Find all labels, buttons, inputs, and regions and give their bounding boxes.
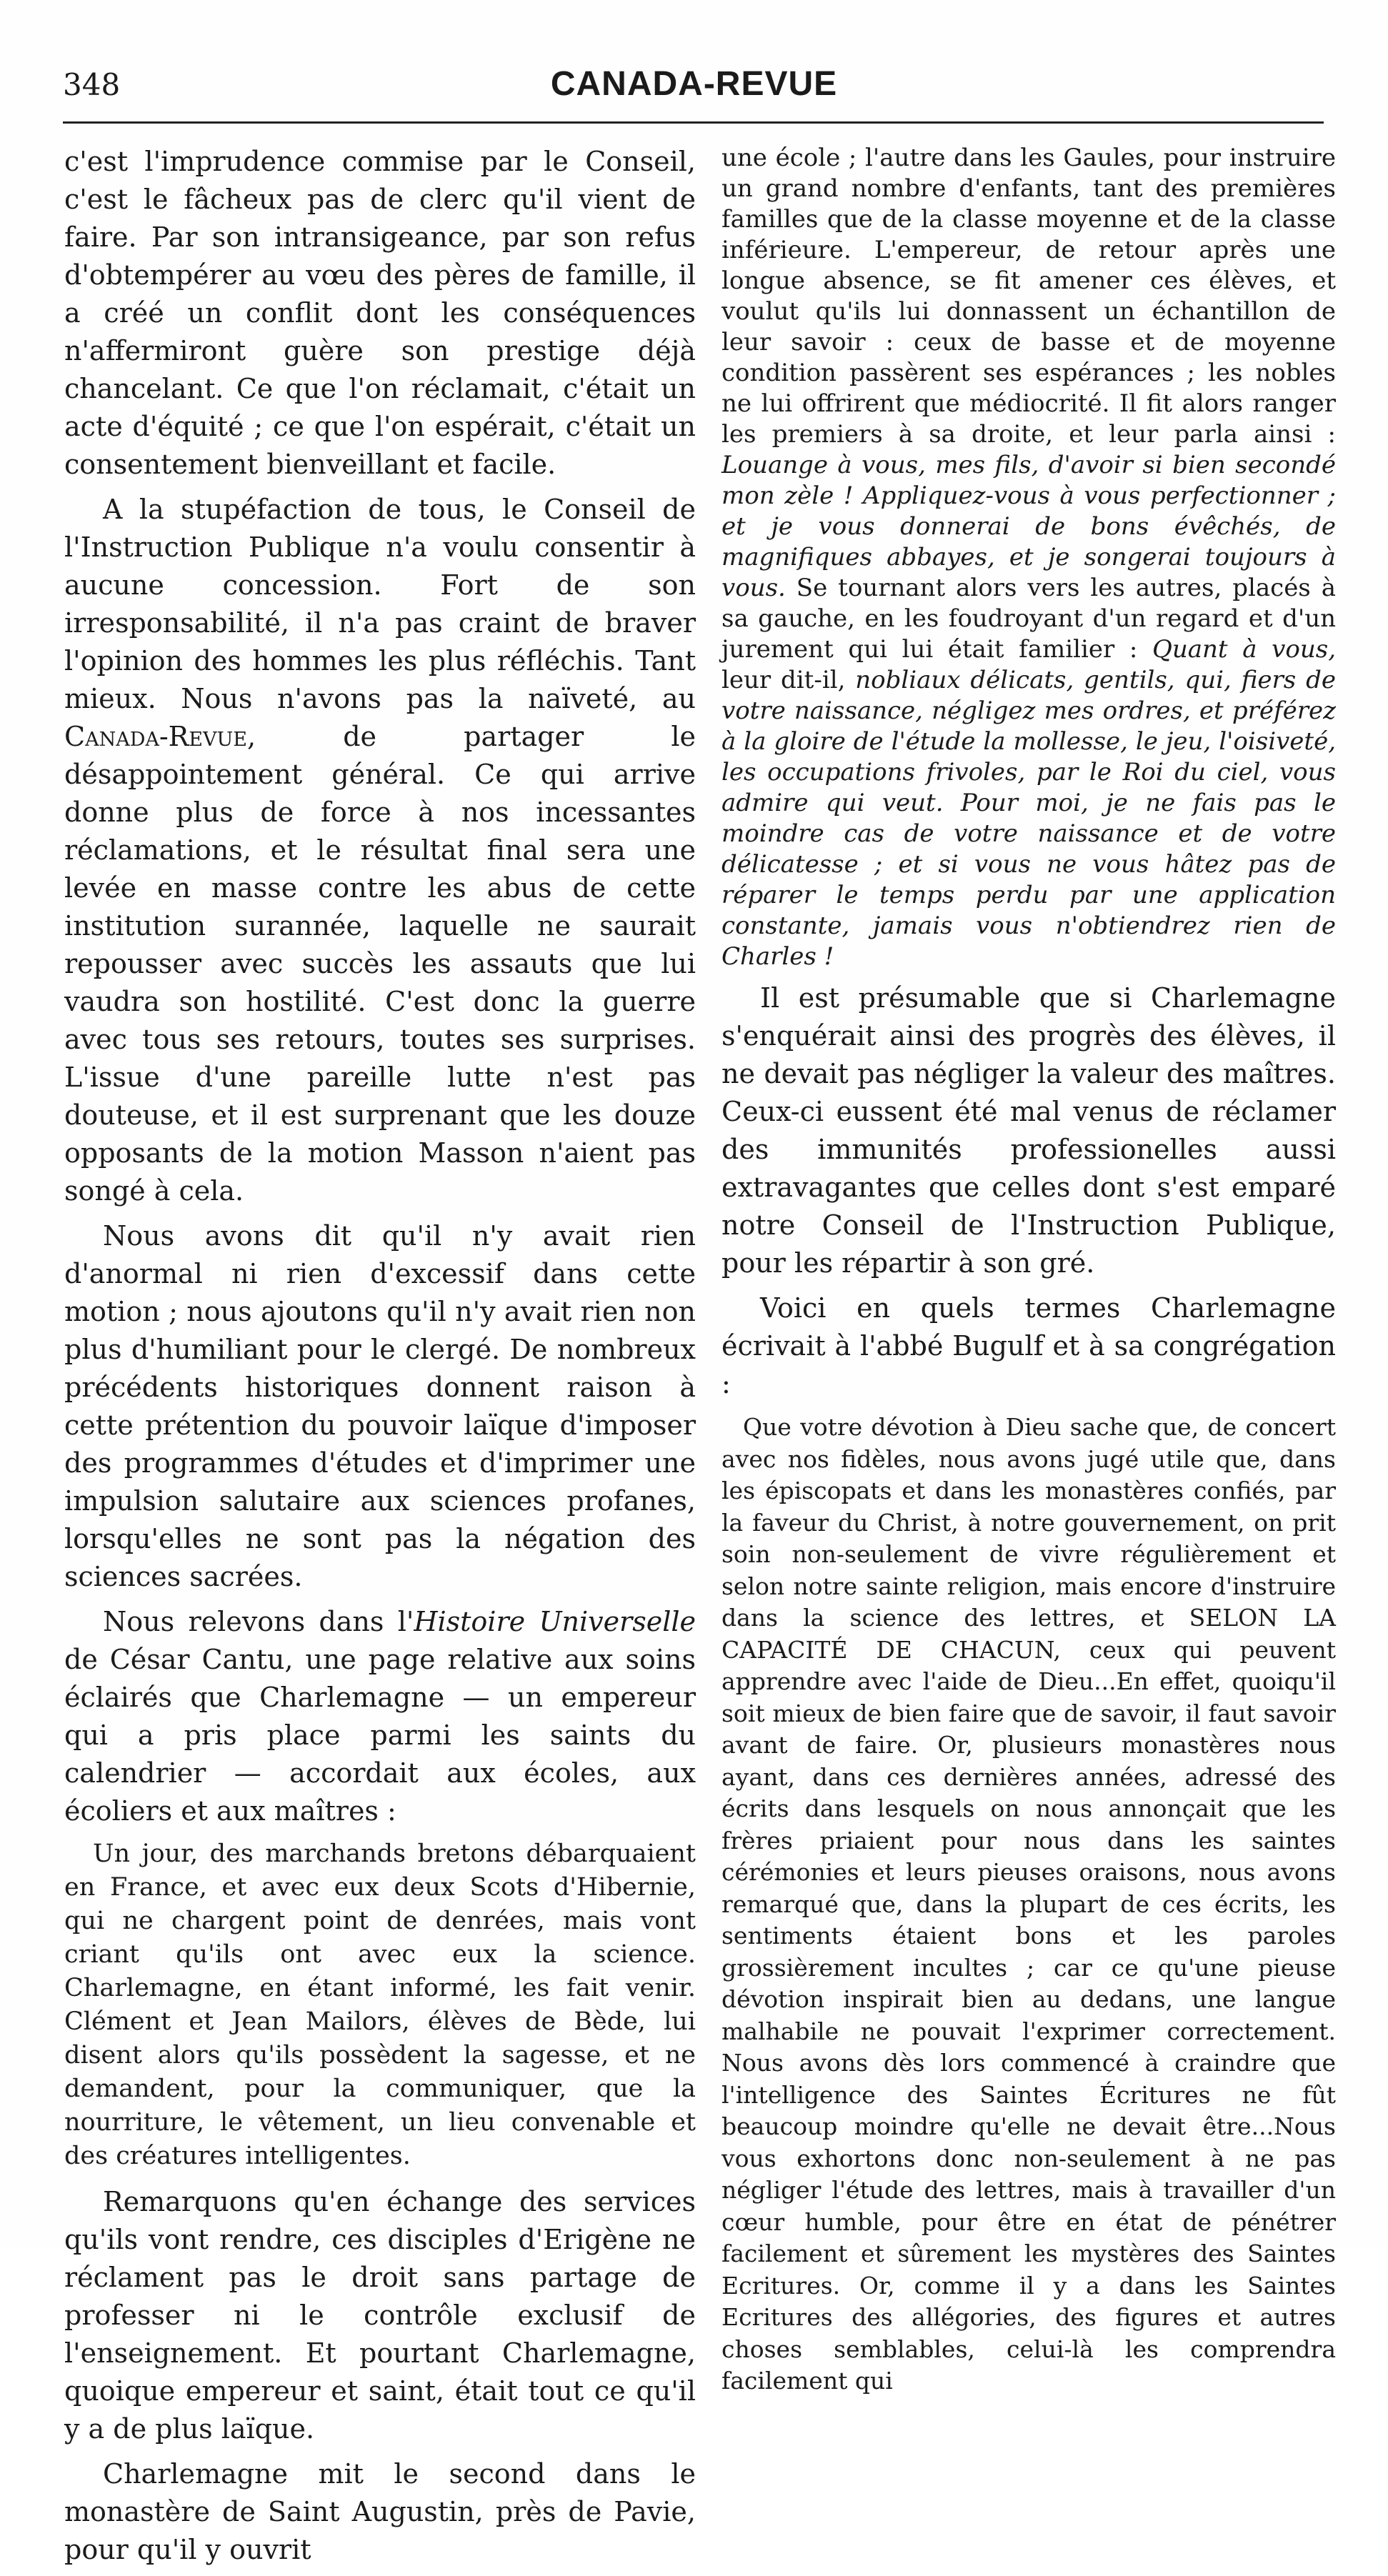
paragraph-3: Nous avons dit qu'il n'y avait rien d'anormal ni rien d'excessif dans cette motion ; nous ajoutons qu'il n'y avait rien non plus d'humiliant pour le clergé. De nombreux précédents historiques donnent raison à cette prétention du pouvoir laïque d'imposer des programmes d'études et d'imprimer une impulsion salutaire aux sciences profanes, lorsqu'elles ne sont pas la négation des sciences sacrées. xyxy=(64,1220,696,1592)
quotation-2-italic-3: nobliaux délicats, gentils, qui, fiers de votre naissance, négligez mes ordres, et préférez à la gloire de l'étude la mollesse, le jeu, l'oisiveté, les occupations frivoles, par le Roi du ciel, vous admire qui veut. Pour moi, je ne fais pas le moindre cas de votre naissance et de votre délicatesse ; et si vous ne vous hâtez pas de réparer le temps perdu par une application constante, jamais vous n'obtiendrez rien de Charles ! xyxy=(722,666,1336,971)
journal-name: Canada-Revue xyxy=(64,721,247,752)
paragraph-6: Charlemagne mit le second dans le monastère de Saint Augustin, près de Pavie, pour qu'il y ouvrit xyxy=(64,2458,696,2565)
running-head: CANADA-REVUE xyxy=(550,65,838,103)
quotation-3 xyxy=(722,1412,1336,2397)
quotation-2-italic-2: Quant à vous, xyxy=(1152,635,1336,664)
book-title: Histoire Universelle xyxy=(414,1606,697,1637)
page-number: 348 xyxy=(63,67,121,102)
quotation-1: Un jour, des marchands bretons débarquaient en France, et avec eux deux Scots d'Hibernie, qui ne chargent point de denrées, mais vont criant qu'ils ont avec eux la science. Charlemagne, en étant informé, les fait venir. Clément et Jean Mailors, élèves de Bède, lui disent alors qu'ils possèdent la sagesse, et ne demandent, pour la communiquer, que la nourriture, le vêtement, un lieu convenable et des créatures intelligentes. xyxy=(64,1839,696,2170)
quotation-2-text-b: Se tournant alors vers les autres, placés à sa gauche, en les foudroyant d'un regard et d'un jurement qui lui était familier : xyxy=(722,574,1336,664)
paragraph-1: c'est l'imprudence commise par le Conseil, c'est le fâcheux pas de clerc qu'il vient de faire. Par son intransigeance, par son refus d'obtempérer au vœu des pères de famille, il a créé un conflit dont les conséquences n'affermiront guère son prestige déjà chancelant. Ce que l'on réclamait, c'était un acte d'équité ; ce que l'on espérait, c'était un consentement bienveillant et facile. xyxy=(64,146,696,480)
paragraph-5: Remarquons qu'en échange des services qu'ils vont rendre, ces disciples d'Erigène ne réclament pas le droit sans partage de professer ni le contrôle exclusif de l'enseignement. Et pourtant Charlemagne, quoique empereur et saint, était tout ce qu'il y a de plus laïque. xyxy=(64,2186,696,2445)
quotation-3-text-b: , ceux qui peuvent apprendre avec l'aide de Dieu...En effet, quoiqu'il soit mieux de bien faire que de savoir, il faut savoir avant de faire. Or, plusieurs monastères nous ayant, dans ces dernières années, adressé des écrits dans lesquels on nous annonçait que les frères priaient pour nous dans les saintes cérémonies et leurs pieuses oraisons, nous avons remarqué que, dans la plupart de ces écrits, les sentiments étaient bons et les paroles grossièrement incultes ; car ce qu'une pieuse dévotion inspirait bien au dedans, une langue malhabile ne pouvait l'exprimer correctement. Nous avons dès lors commencé à craindre que l'intelligence des Saintes Écritures ne fût beaucoup moindre qu'elle ne devait être...Nous vous exhortons donc non-seulement à ne pas négliger l'étude des lettres, mais à travailler d'un cœur humble, pour être en état de pénétrer facilement et sûrement les mystères des Saintes Ecritures. Or, comme il y a dans les Saintes Ecritures des allégories, des figures et autres choses semblables, celui-là les comprendra facilement qui xyxy=(722,1635,1336,2395)
paragraph-7: Il est présumable que si Charlemagne s'enquérait ainsi des progrès des élèves, il ne devait pas négliger la valeur des maîtres. Ceux-ci eussent été mal venus de réclamer des immunités professionelles aussi extravagantes que celles dont s'est emparé notre Conseil de l'Instruction Publique, pour les répartir à son gré. xyxy=(722,982,1336,1279)
quotation-3-text-a: Que votre dévotion à Dieu sache que, de concert avec nos fidèles, nous avons jugé utile que, dans les épiscopats et dans les monastères confiés, par la faveur du Christ, à notre gouvernement, on prit soin non-seulement de vivre régulièrement et selon notre sainte religion, mais encore d'instruire dans la science des lettres, et xyxy=(722,1413,1336,1632)
paragraph-4-text-a: Nous relevons dans l' xyxy=(103,1606,414,1637)
quotation-2 xyxy=(722,143,1336,972)
quotation-2-text-a: une école ; l'autre dans les Gaules, pour instruire un grand nombre d'enfants, tant des premières familles que de la classe moyenne et de la classe inférieure. L'empereur, de retour après une longue absence, se fit amener ces élèves, et voulut qu'ils lui donnassent un échantillon de leur savoir : ceux de basse et de moyenne condition passèrent ses espérances ; les nobles ne lui offrirent que médiocrité. Il fit alors ranger les premiers à sa droite, et leur parla ainsi : xyxy=(722,144,1336,449)
paragraph-4 xyxy=(64,1603,696,1830)
paragraph-2 xyxy=(64,491,696,1210)
paragraph-2-text-a: A la stupéfaction de tous, le Conseil de l'Instruction Publique n'a voulu consentir à aucune concession. Fort de son irresponsabilité, il n'a pas craint de braver l'opinion des hommes les plus réfléchis. Tant mieux. Nous n'avons pas la naïveté, au xyxy=(64,494,696,714)
paragraph-2-text-b: , de partager le désappointement général. Ce qui arrive donne plus de force à nos incessantes réclamations, et le résultat final sera une levée en masse contre les abus de cette institution surannée, laquelle ne saurait repousser avec succès les assauts que lui vaudra son hostilité. C'est donc la guerre avec tous ses retours, toutes ses surprises. L'issue d'une pareille lutte n'est pas douteuse, et il est surprenant que les douze opposants de la motion Masson n'aient pas songé à cela. xyxy=(64,721,696,1207)
quotation-3-caps: SELON LA CAPACITÉ DE CHACUN xyxy=(722,1604,1336,1664)
paragraph-8: Voici en quels termes Charlemagne écrivait à l'abbé Bugulf et à sa congrégation : xyxy=(722,1292,1336,1399)
paragraph-4-text-b: de César Cantu, une page relative aux soins éclairés que Charlemagne — un empereur qui a pris place parmi les saints du calendrier — accordait aux écoles, aux écoliers et aux maîtres : xyxy=(64,1644,696,1827)
left-column xyxy=(64,143,696,2576)
header-rule xyxy=(63,121,1324,124)
quotation-2-text-c: leur dit-il, xyxy=(722,666,856,694)
quotation-2-italic-1: Louange à vous, mes fils, d'avoir si bien secondé mon zèle ! Appliquez-vous à vous perfectionner ; et je vous donnerai de bons évêchés, de magnifiques abbayes, et je songerai toujours à vous. xyxy=(722,451,1336,602)
right-column xyxy=(722,143,1336,2405)
